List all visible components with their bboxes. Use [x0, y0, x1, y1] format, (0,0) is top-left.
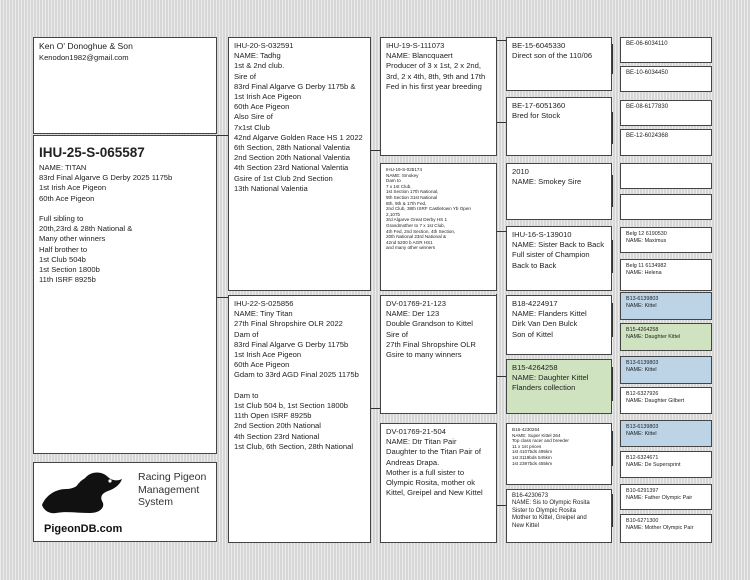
- connector: [612, 175, 613, 207]
- sire-dam-box: [380, 163, 497, 291]
- logo-text-line1: Racing Pigeon: [138, 471, 207, 483]
- dam-ring-number: IHU-22-S-025856: [234, 299, 294, 308]
- connector: [496, 505, 506, 506]
- gggp-box: [620, 129, 712, 156]
- gg-sds-details: 2010 NAME: Smokey Sire: [512, 167, 582, 187]
- gggp-details: BE-12-6024368: [626, 133, 669, 139]
- sire-box: [228, 37, 371, 291]
- connector: [370, 150, 380, 151]
- connector: [496, 40, 506, 41]
- logo-text-line3: System: [138, 496, 174, 508]
- dam-sire-box: [380, 295, 497, 414]
- gggp-details: B12-6327926 NAME: Daughter Gilbert: [626, 391, 685, 404]
- gg-sdd-box: [506, 226, 612, 291]
- gg-ddd-details: B16-4230673 NAME: Sis to Olympic Rosita Sister to Olympic Rosita Mother to Kittel, Greipel and New Kittel: [512, 493, 590, 529]
- connector: [612, 494, 613, 527]
- gggp-details: BE-06-6034110: [626, 41, 668, 47]
- gggp-details: BE-08-6177830: [626, 104, 669, 110]
- logo-text-line2: Management: [138, 483, 200, 496]
- gggp-details: Belg 11 6134982 NAME: Helena: [626, 263, 667, 276]
- gg-sdd-details: IHU-16-S-139010 NAME: Sister Back to Back Full sister of Champion Back to Back: [512, 230, 604, 270]
- connector: [370, 408, 380, 409]
- dam-dam-box: [380, 423, 497, 543]
- gggp-box: [620, 259, 712, 291]
- gggp-box: [620, 66, 712, 92]
- gggp-details: B13-6139803 NAME: Kittel: [626, 424, 659, 437]
- gggp-details: Belg 12 6190530 NAME: Maximus: [626, 231, 667, 244]
- dam-box: [228, 295, 371, 543]
- sire-details: NAME: Tadhg 1st & 2nd club. Sire of 83rd Final Algarve G Derby 1175b & 1st Irish Ace Pigeon 60th Ace Pigeon Also Sire of 7x1st Club 42nd Algarve Golden Race HS 1 2022 6th Section, 28th National Valentia 2nd Section 20th National Valentia 4th Section 23rd National Valentia Gsire of 1st Club 2nd Section 13th National Valentia: [234, 51, 363, 193]
- sire-sire-ring-number: IHU-19-S-111073: [386, 41, 445, 50]
- gg-ssd-details: BE-17-6051360 Bred for Stock: [512, 101, 566, 121]
- gg-dds-details: B16-4230264 NAME: Super Kittel 264 Top class racer and breeder 11 x 1st prices 1st 4107bds 495km 1st 3119bds 545km 1st 2397bds 455km: [512, 427, 569, 466]
- dam-dam-details: NAME: Dtr Titan Pair Daughter to the Titan Pair of Andreas Drapa. Mother is a full sister to Olympic Rosita, mother ok Kittel, Greipel and New Kittel: [386, 437, 483, 498]
- connector: [612, 44, 613, 74]
- gggp-details: B12-6324671 NAME: De Supersprint: [626, 455, 681, 468]
- gggp-box: [620, 420, 712, 447]
- connector: [496, 231, 506, 232]
- gggp-box: [620, 100, 712, 126]
- gg-dss-box: [506, 295, 612, 355]
- gggp-box: [620, 451, 712, 478]
- gg-sss-details: BE-15-6045330 Direct son of the 110/06: [512, 41, 593, 61]
- owner-name: Ken O' Donoghue & Son: [39, 41, 133, 51]
- connector: [612, 240, 613, 273]
- dam-sire-details: NAME: Der 123 Double Grandson to Kittel Sire of 27th Final Shropshire OLR Gsire to many winners: [386, 309, 476, 360]
- gg-dsd-box: [506, 359, 612, 414]
- logo-site-name: PigeonDB.com: [44, 523, 123, 535]
- dam-sire-ring-number: DV-01769-21-123: [386, 299, 446, 308]
- owner-email: Kenodon1982@gmail.com: [39, 52, 129, 62]
- connector: [612, 431, 613, 466]
- connector: [496, 122, 506, 123]
- gggp-box: [620, 323, 712, 351]
- gggp-box: [620, 514, 712, 543]
- connector: [216, 135, 228, 136]
- sire-sire-box: [380, 37, 497, 156]
- connector: [496, 376, 506, 377]
- logo-box: [33, 462, 217, 542]
- gg-sss-box: [506, 37, 612, 91]
- dam-dam-ring-number: DV-01769-21-504: [386, 427, 446, 436]
- gg-ssd-box: [506, 97, 612, 156]
- gggp-details: B10-6271300 NAME: Mother Olympic Pair: [626, 518, 694, 531]
- connector: [216, 297, 228, 298]
- gggp-details: B15-4264258 NAME: Daughter Kittel: [626, 327, 681, 340]
- gg-ddd-box: [506, 489, 612, 543]
- connector: [612, 112, 613, 144]
- gggp-box: [620, 292, 712, 320]
- gggp-details: B13-6139803 NAME: Kittel: [626, 360, 659, 373]
- gggp-details: BE-10-6034450: [626, 70, 669, 76]
- gggp-details: B13-6139803 NAME: Kittel: [626, 296, 659, 309]
- gg-dsd-details: B15-4264258 NAME: Daughter Kittel Flanders collection: [512, 363, 589, 393]
- owner-box: [33, 37, 217, 134]
- sire-ring-number: IHU-20-S-032591: [234, 41, 294, 50]
- gggp-box: [620, 356, 712, 384]
- gg-sds-box: [506, 163, 612, 220]
- connector: [612, 303, 613, 337]
- gg-dds-box: [506, 423, 612, 485]
- pigeon-logo-icon: [36, 467, 136, 519]
- gggp-box: [620, 163, 712, 189]
- gggp-box: [620, 484, 712, 510]
- gggp-box: [620, 387, 712, 414]
- gggp-details: B10-6291397 NAME: Father Olympic Pair: [626, 488, 693, 501]
- subject-box: [33, 135, 217, 454]
- dam-details: NAME: Tiny Titan 27th Final Shropshire OLR 2022 Dam of 83rd Final Algarve G Derby 1175b 1st Irish Ace Pigeon 60th Ace Pigeon Gdam to 33rd AGD Final 2025 1175b Dam to 1st Club 504 b, 1st Section 1800b 11th Open ISRF 8925b 2nd Section 20th National 4th Section 23rd National 1st Club, 6th Section, 28th National: [234, 309, 359, 451]
- gggp-box: [620, 37, 712, 63]
- subject-ring-number: IHU-25-S-065587: [39, 145, 145, 160]
- sire-sire-details: NAME: Blancquaert Producer of 3 x 1st, 2 x 2nd, 3rd, 2 x 4th, 8th, 9th and 17th Fed in his first year breeding: [386, 51, 486, 91]
- sire-dam-details: IHU-19-S-025174 NAME: Smokey Dam to 7 x 1st Club, 1st Section 17th National, 9th Section 31st National 8th, 9th & 17th Fed, 2nd Club, 38th ISRF Castletown Yb Open 2,107b 3rd Algarve Great Derby HS 1 Grandmother to 7 x 1st Club, 4th Fed, 2nd Section, 4th Section, 20th National 23rd National & 42nd 5200 b AGR HS1 and many other winners: [386, 167, 471, 251]
- connector: [612, 367, 613, 401]
- gggp-box: [620, 227, 712, 253]
- gg-dss-details: B18-4224917 NAME: Flanders Kittel Dirk Van Den Bulck Son of Kittel: [512, 299, 587, 339]
- subject-details: NAME: TITAN 83rd Final Algarve G Derby 2025 1175b 1st Irish Ace Pigeon 60th Ace Pigeon Full sibling to 20th,23rd & 28th National & Many other winners Half brother to 1st Club 504b 1st Section 1800b 11th ISRF 8925b: [39, 163, 173, 285]
- gggp-box: [620, 194, 712, 220]
